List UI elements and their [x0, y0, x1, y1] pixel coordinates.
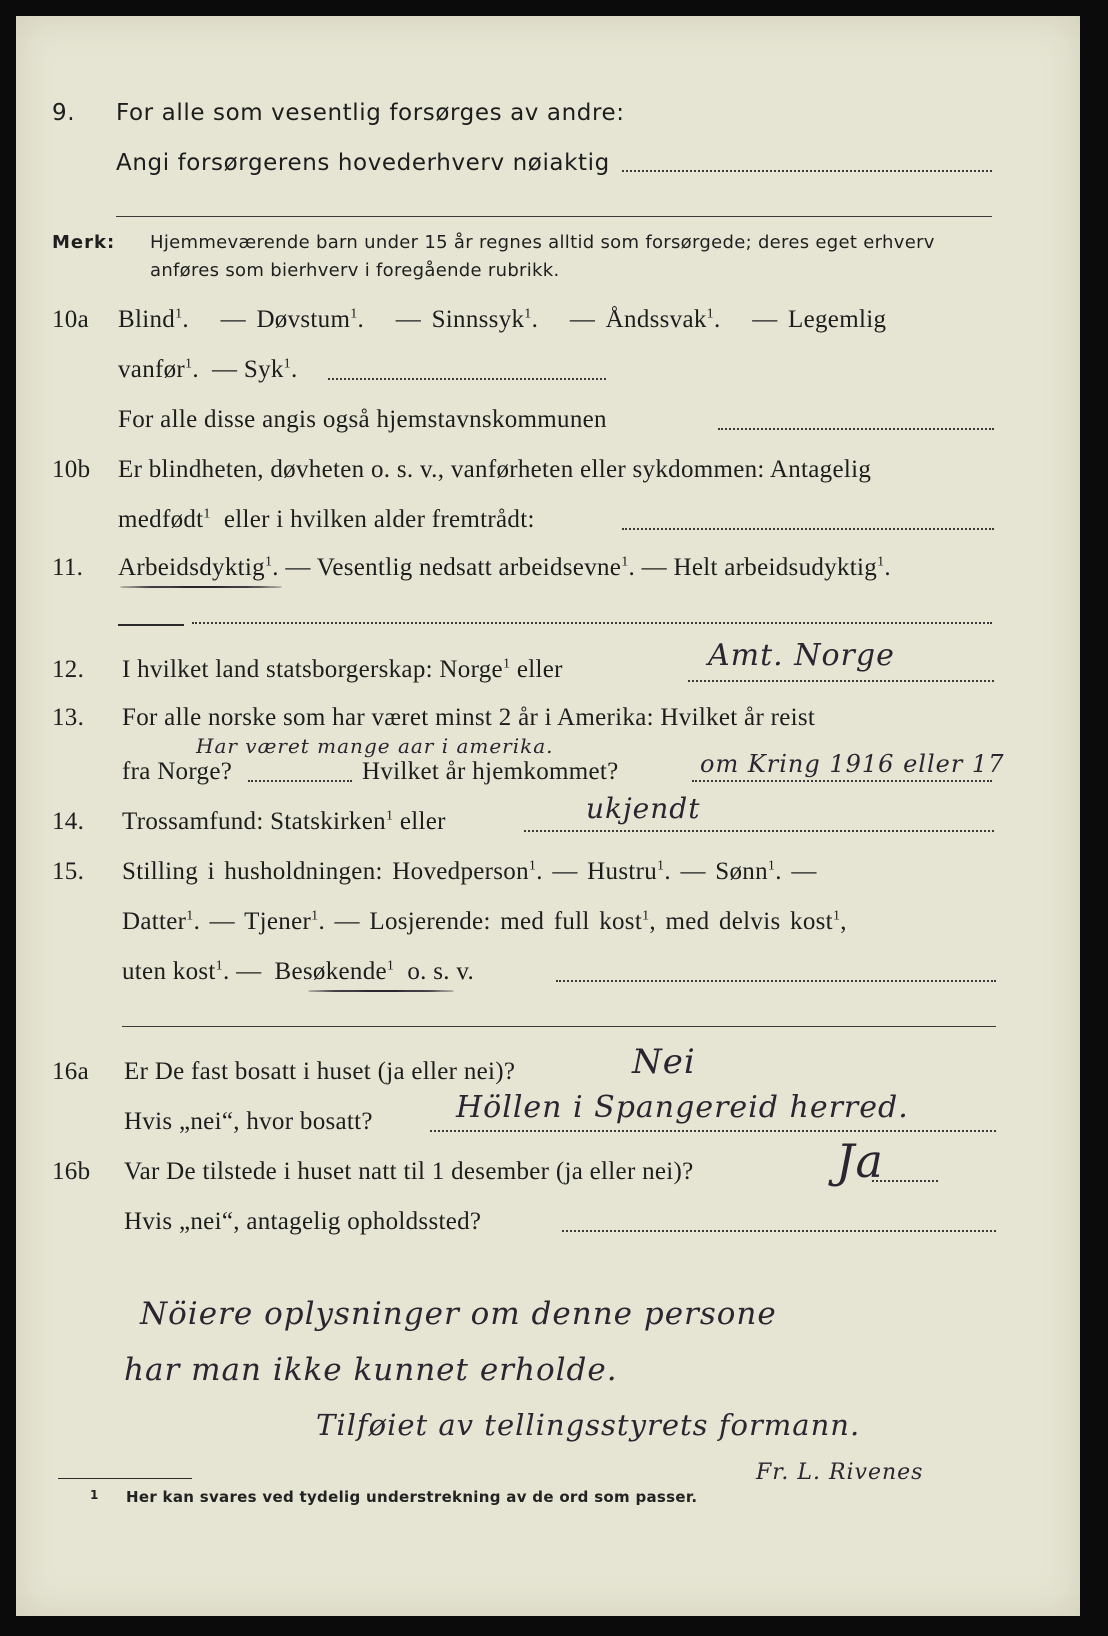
q16b-answer1: Ja — [836, 1134, 884, 1188]
q16a-number: 16a — [52, 1058, 89, 1085]
q10b-line2: medfødt$^1$ eller i hvilken alder fremtrådt: — [118, 506, 535, 533]
q16b-number: 16b — [52, 1158, 91, 1185]
q16a-bosatt-line[interactable] — [430, 1130, 996, 1132]
q14-answer-line[interactable] — [524, 830, 994, 832]
q12-answer: Amt. Norge — [708, 638, 895, 673]
q9-answer-line-2[interactable] — [116, 216, 992, 217]
q12-answer-line[interactable] — [688, 680, 994, 682]
q16b-opholdssted-line[interactable] — [562, 1230, 996, 1232]
q10a-line3: For alle disse angis også hjemstavnskommunen — [118, 406, 607, 433]
q10a-number: 10a — [52, 306, 89, 333]
q10b-line1: Er blindheten, døvheten o. s. v., vanførheten eller sykdommen: Antagelig — [118, 456, 872, 483]
q11-answer-line[interactable] — [192, 622, 992, 624]
q12-line: I hvilket land statsborgerskap: Norge$^1$ eller — [122, 656, 563, 683]
q16b-line2: Hvis „nei“, antagelig opholdssted? — [124, 1208, 482, 1235]
q13-number: 13. — [52, 704, 85, 731]
note-signature: Fr. L. Rivenes — [756, 1460, 924, 1485]
q11-arbeidsdyktig[interactable]: Arbeidsdyktig — [118, 554, 265, 581]
q9-line2: Angi forsørgerens hovederhverv nøiaktig — [116, 150, 610, 176]
q16a-answer2: Höllen i Spangereid herred. — [456, 1090, 909, 1125]
q13-reist-line[interactable] — [248, 780, 352, 782]
q15-besokende[interactable]: Besøkende — [274, 958, 387, 985]
q10a-hjemstavn-line[interactable] — [718, 428, 994, 430]
q11-underline-mark — [120, 586, 282, 588]
q10a-line1: Blind$^1$. — Døvstum$^1$. — Sinnssyk$^1$. — Åndssvak$^1$. — Legemlig — [118, 306, 887, 333]
q12-number: 12. — [52, 656, 85, 683]
q14-answer: ukjendt — [586, 792, 701, 825]
q13-answer-above: Har været mange aar i amerika. — [196, 734, 554, 758]
q10b-number: 10b — [52, 456, 91, 483]
footnote-mark: 1 — [90, 1488, 99, 1502]
q15-number: 15. — [52, 858, 85, 885]
note-line1: Nöiere oplysninger om denne persone — [140, 1296, 777, 1332]
q13-hjemkommet-line[interactable] — [692, 780, 992, 782]
q15-line3: uten kost$^1$. — Besøkende$^1$ o. s. v. — [122, 958, 475, 985]
q10a-line2: vanfør$^1$. — Syk$^1$. — [118, 356, 298, 383]
note-line3: Tilføiet av tellingsstyrets formann. — [316, 1408, 861, 1442]
q10b-answer-line[interactable] — [622, 528, 994, 530]
q14-line: Trossamfund: Statskirken$^1$ eller — [122, 808, 446, 835]
q14-number: 14. — [52, 808, 85, 835]
q16b-line1: Var De tilstede i huset natt til 1 desember (ja eller nei)? — [124, 1158, 694, 1185]
q13-line2a: fra Norge? — [122, 758, 233, 785]
q9-line1: For alle som vesentlig forsørges av andre: — [116, 100, 625, 126]
q11-number: 11. — [52, 554, 84, 581]
q13-line2b: Hvilket år hjemkommet? — [362, 758, 619, 785]
q16a-line2: Hvis „nei“, hvor bosatt? — [124, 1108, 373, 1135]
q16a-line1: Er De fast bosatt i huset (ja eller nei)? — [124, 1058, 516, 1085]
q9-answer-line[interactable] — [622, 170, 992, 172]
footnote-rule — [58, 1478, 192, 1479]
merk-line2: anføres som bierhverv i foregående rubrikk. — [150, 260, 560, 281]
q15-underline-mark — [308, 990, 454, 992]
q15-line2: Datter$^1$. — Tjener$^1$. — Losjerende: med full kost$^1$, med delvis kost$^1$, — [122, 908, 847, 935]
census-form-sheet — [16, 16, 1080, 1616]
q10a-answer-line[interactable] — [328, 378, 606, 380]
q15-answer-line-2[interactable] — [122, 1026, 996, 1027]
q15-line1: Stilling i husholdningen: Hovedperson$^1$. — Hustru$^1$. — Sønn$^1$. — — [122, 858, 817, 885]
footnote-text: Her kan svares ved tydelig understrekning av de ord som passer. — [126, 1488, 698, 1506]
q13-answer: om Kring 1916 eller 17 — [700, 750, 1005, 778]
q11-dash — [118, 624, 184, 626]
merk-label: Merk: — [52, 232, 116, 253]
q16a-answer1: Nei — [632, 1042, 696, 1082]
note-line2: har man ikke kunnet erholde. — [124, 1352, 618, 1388]
q15-answer-line[interactable] — [556, 980, 996, 982]
merk-line1: Hjemmeværende barn under 15 år regnes alltid som forsørgede; deres eget erhverv — [150, 232, 935, 253]
q11-line: Arbeidsdyktig$^1$. — Vesentlig nedsatt arbeidsevne$^1$. — Helt arbeidsudyktig$^1$. — [118, 554, 891, 581]
q9-number: 9. — [52, 100, 76, 126]
q13-line1: For alle norske som har været minst 2 år i Amerika: Hvilket år reist — [122, 704, 816, 731]
